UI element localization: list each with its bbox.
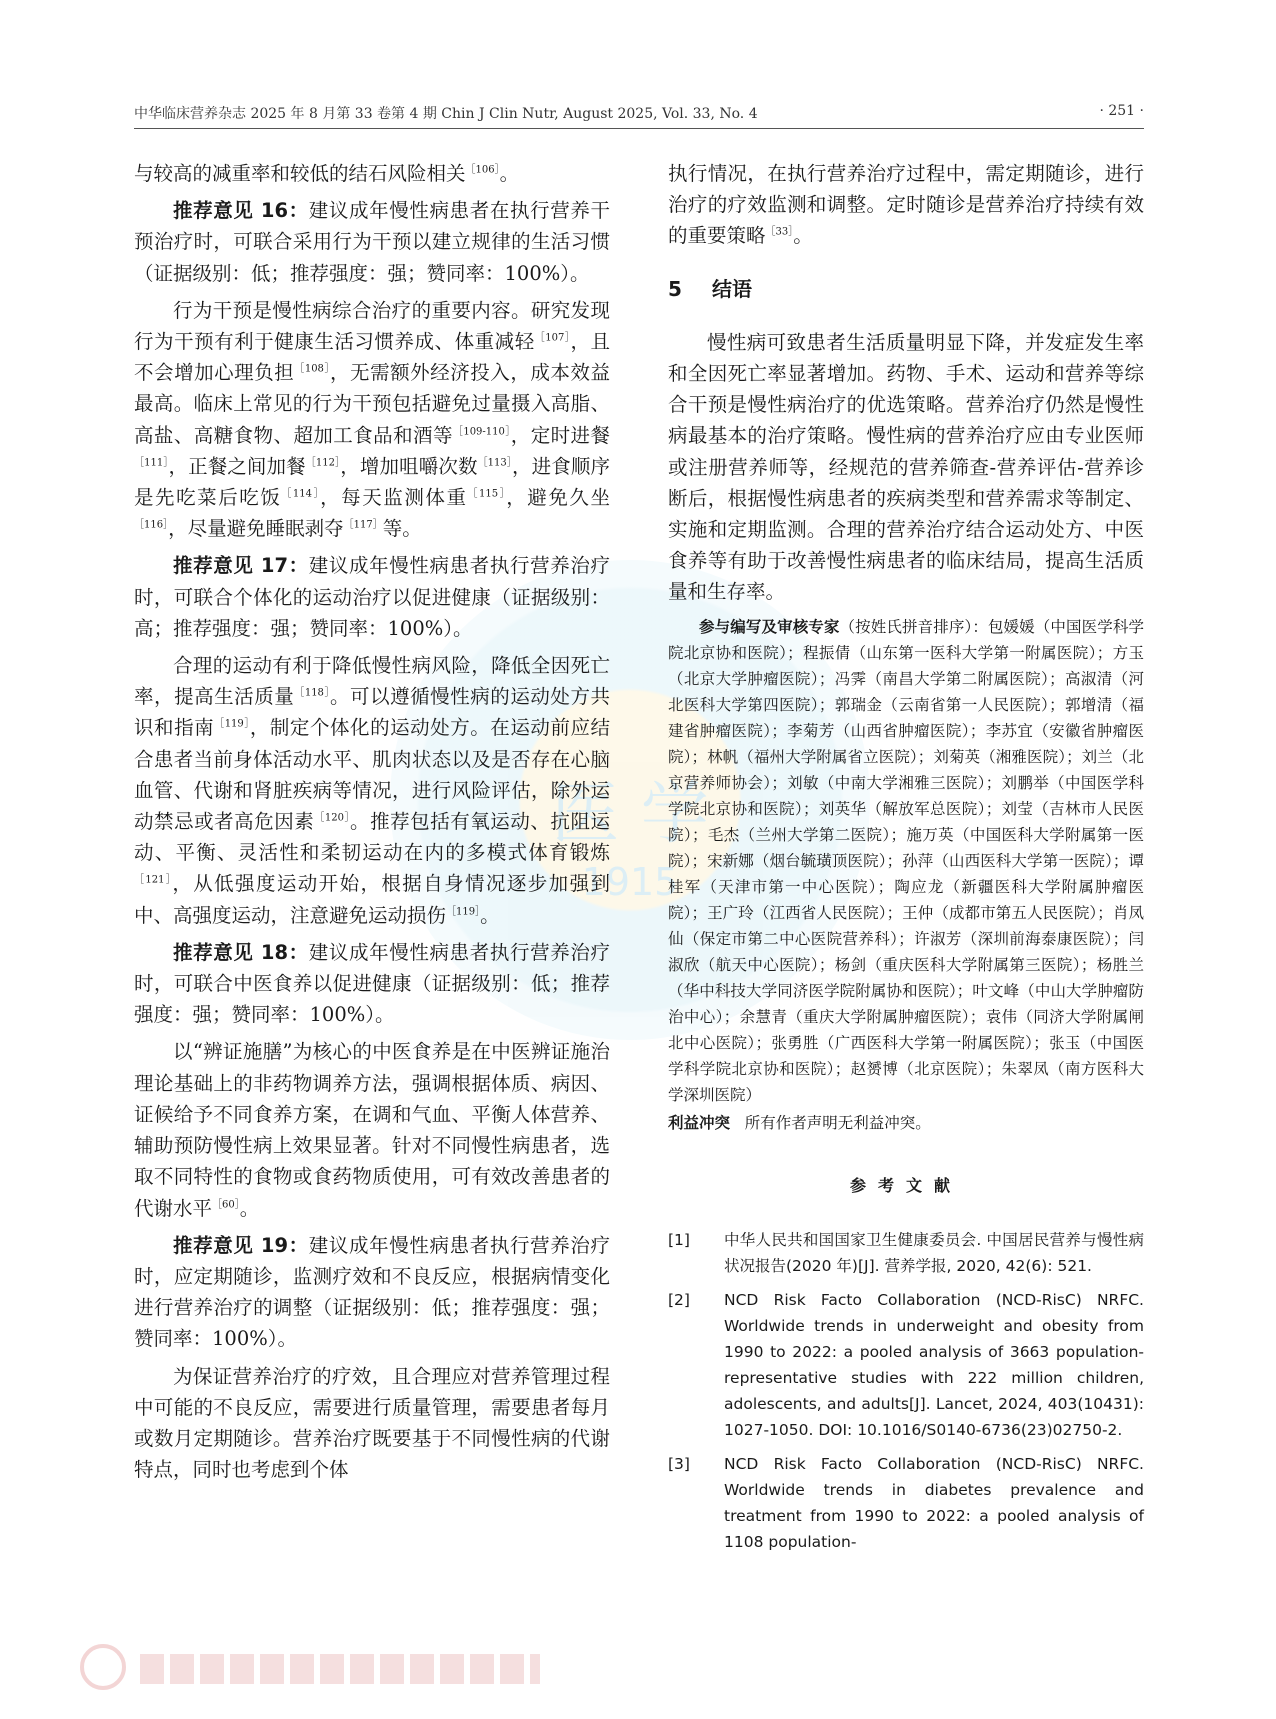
publisher-logo xyxy=(80,1640,560,1700)
conflict-of-interest-label: 利益冲突 xyxy=(668,1113,731,1132)
recommendation-19: 推荐意见 19：建议成年慢性病患者执行营养治疗时，应定期随诊，监测疗效和不良反应，根据病情变化进行营养治疗的调整（证据级别：低；推荐强度：强；赞同率：100%）。 xyxy=(134,1233,610,1351)
expert-list-label: 参与编写及审核专家 xyxy=(699,617,840,636)
paragraph-exercise: 合理的运动有利于降低慢性病风险，降低全因死亡率，提高生活质量$^{[118]}$。可以遵循慢性病的运动处方共识和指南$^{[119]}$，制定个体化的运动处方。在运动前应结合患者当前身体活动水平、肌肉状态以及是否存在心脑血管、代谢和肾脏疾病等情况，进行风险评估，除外运动禁忌或者高危因素$^{[120]}$。推荐包括有氧运动、抗阻运动、平衡、灵活性和柔韧运动在内的多模式体育锻炼$^{[121]}$，从低强度运动开始，根据自身情况逐步加强到中、高强度运动，注意避免运动损伤$^{[119]}$。 xyxy=(134,654,610,927)
paragraph-conclusion: 慢性病可致患者生活质量明显下降，并发症发生率和全因死亡率显著增加。药物、手术、运动和营养等综合干预是慢性病治疗的优选策略。营养治疗仍然是慢性病最基本的治疗策略。慢性病的营养治疗应由专业医师或注册营养师等，经规范的营养筛查-营养评估-营养诊断后，根据慢性病患者的疾病类型和营养需求等制定、实施和定期监测。合理的营养治疗结合运动处方、中医食养等有助于改善慢性病患者的临床结局，提高生活质量和生存率。 xyxy=(668,330,1144,604)
conflict-of-interest: 利益冲突 所有作者声明无利益冲突。 xyxy=(668,1113,931,1132)
recommendation-16: 推荐意见 16：建议成年慢性病患者在执行营养干预治疗时，可联合采用行为干预以建立规律的生活习惯（证据级别：低；推荐强度：强；赞同率：100%）。 xyxy=(134,199,610,285)
recommendation-17: 推荐意见 17：建议成年慢性病患者执行营养治疗时，可联合个体化的运动治疗以促进健康（证据级别：高；推荐强度：强；赞同率：100%）。 xyxy=(134,554,610,640)
paragraph-tcm: 以“辨证施膳”为核心的中医食养是在中医辨证施治理论基础上的非药物调养方法，强调根据体质、病因、证候给予不同食养方案，在调和气血、平衡人体营养、辅助预防慢性病上效果显著。针对不同慢性病患者，选取不同特性的食物或食药物质使用，可有效改善患者的代谢水平$^{[60]}$。 xyxy=(134,1040,610,1220)
publisher-seal-icon xyxy=(80,1644,126,1690)
running-header xyxy=(134,103,1144,125)
watermark-text: 医 学 xyxy=(551,775,709,854)
paragraph-followup-continued: 执行情况，在执行营养治疗过程中，需定期随诊，进行治疗的疗效监测和调整。定时随诊是营养治疗持续有效的重要策略$^{[33]}$。 xyxy=(668,162,1144,248)
references-heading: 参考文献 xyxy=(849,1175,962,1195)
paragraph-followup: 为保证营养治疗的疗效，且合理应对营养管理过程中可能的不良反应，需要进行质量管理，需要患者每月或数月定期随诊。营养治疗既要基于不同慢性病的代谢特点，同时也考虑到个体 xyxy=(134,1364,610,1482)
expert-list: 参与编写及审核专家（按姓氏拼音排序）：包媛媛（中国医学科学院北京协和医院）；程振倩（山东第一医科大学第一附属医院）；方玉（北京大学肿瘤医院）；冯霁（南昌大学第二附属医院）；高淑清（河北医科大学第四医院）；郭瑞金（云南省第一人民医院）；郭增清（福建省肿瘤医院）；李菊芳（山西省肿瘤医院）；李苏宜（安徽省肿瘤医院）；林帆（福州大学附属省立医院）；刘菊英（湘雅医院）；刘兰（北京营养师协会）；刘敏（中南大学湘雅三医院）；刘鹏举（中国医学科学院北京协和医院）；刘英华（解放军总医院）；刘莹（吉林市人民医院）；毛杰（兰州大学第二医院）；施万英（中国医科大学附属第一医院）；宋新娜（烟台毓璜顶医院）；孙萍（山西医科大学第一医院）；谭桂军（天津市第一中心医院）；陶应龙（新疆医科大学附属肿瘤医院）；王广玲（江西省人民医院）；王仲（成都市第五人民医院）；肖凤仙（保定市第二中心医院营养科）；许淑芳（深圳前海泰康医院）；闫淑欣（航天中心医院）；杨剑（重庆医科大学附属第三医院）；杨胜兰（华中科技大学同济医学院附属协和医院）；叶文峰（中山大学肿瘤防治中心）；余慧青（重庆大学附属肿瘤医院）；袁伟（同济大学附属闸北中心医院）；张勇胜（广西医科大学第一附属医院）；张玉（中国医学科学院北京协和医院）；赵赟博（北京医院）；朱翠凤（南方医科大学深圳医院） xyxy=(668,617,1144,1104)
reference-item: [1] 中华人民共和国国家卫生健康委员会. 中国居民营养与慢性病状况报告(2020 年)[J]. 营养学报, 2020, 42(6): 521. xyxy=(668,1230,1144,1275)
journal-citation: 中华临床营养杂志 2025 年 8 月第 33 卷第 4 期 Chin J Clin Nutr, August 2025, Vol. 33, No. 4 xyxy=(134,106,758,122)
reference-item: [3] NCD Risk Facto Collaboration (NCD-RisC) NRFC. Worldwide trends in diabetes prevalence and treatment from 1990 to 2022: a pooled analysis of 1108 population- xyxy=(668,1454,1144,1551)
recommendation-19-head: 推荐意见 19： xyxy=(173,1233,309,1257)
right-column xyxy=(668,158,1144,1563)
recommendation-18-head: 推荐意见 18： xyxy=(173,940,309,964)
reference-item: [2] NCD Risk Facto Collaboration (NCD-RisC) NRFC. Worldwide trends in underweight and obesity from 1990 to 2022: a pooled analysis of 3663 population-representative studies with 222 million children, adolescents, and adults[J]. Lancet, 2024, 403(10431): 1027-1050. DOI: 10.1016/S0140-6736(23)02750-2. xyxy=(668,1290,1144,1439)
recommendation-16-head: 推荐意见 16： xyxy=(173,199,309,223)
reference-list xyxy=(668,1227,1144,1555)
paragraph-continued: 与较高的减重率和较低的结石风险相关$^{[106]}$。 xyxy=(134,162,520,185)
page-number: · 251 · xyxy=(1099,103,1144,119)
recommendation-18: 推荐意见 18：建议成年慢性病患者执行营养治疗时，可联合中医食养以促进健康（证据级别：低；推荐强度：强；赞同率：100%）。 xyxy=(134,940,610,1027)
section-heading-conclusion: 5 结语 xyxy=(668,276,752,301)
paragraph-behavior: 行为干预是慢性病综合治疗的重要内容。研究发现行为干预有利于健康生活习惯养成、体重减轻$^{[107]}$，且不会增加心理负担$^{[108]}$，无需额外经济投入，成本效益最高。临床上常见的行为干预包括避免过量摄入高脂、高盐、高糖食物、超加工食品和酒等$^{[109-110]}$，定时进餐$^{[111]}$，正餐之间加餐$^{[112]}$，增加咀嚼次数$^{[113]}$，进食顺序是先吃菜后吃饭$^{[114]}$，每天监测体重$^{[115]}$，避免久坐$^{[116]}$，尽量避免睡眠剥夺$^{[117]}$等。 xyxy=(134,298,610,541)
left-column xyxy=(134,158,610,1491)
header-rule xyxy=(134,128,1144,129)
publisher-name-text xyxy=(140,1654,540,1684)
watermark-year: 1915 xyxy=(581,860,679,904)
recommendation-17-head: 推荐意见 17： xyxy=(173,554,309,578)
